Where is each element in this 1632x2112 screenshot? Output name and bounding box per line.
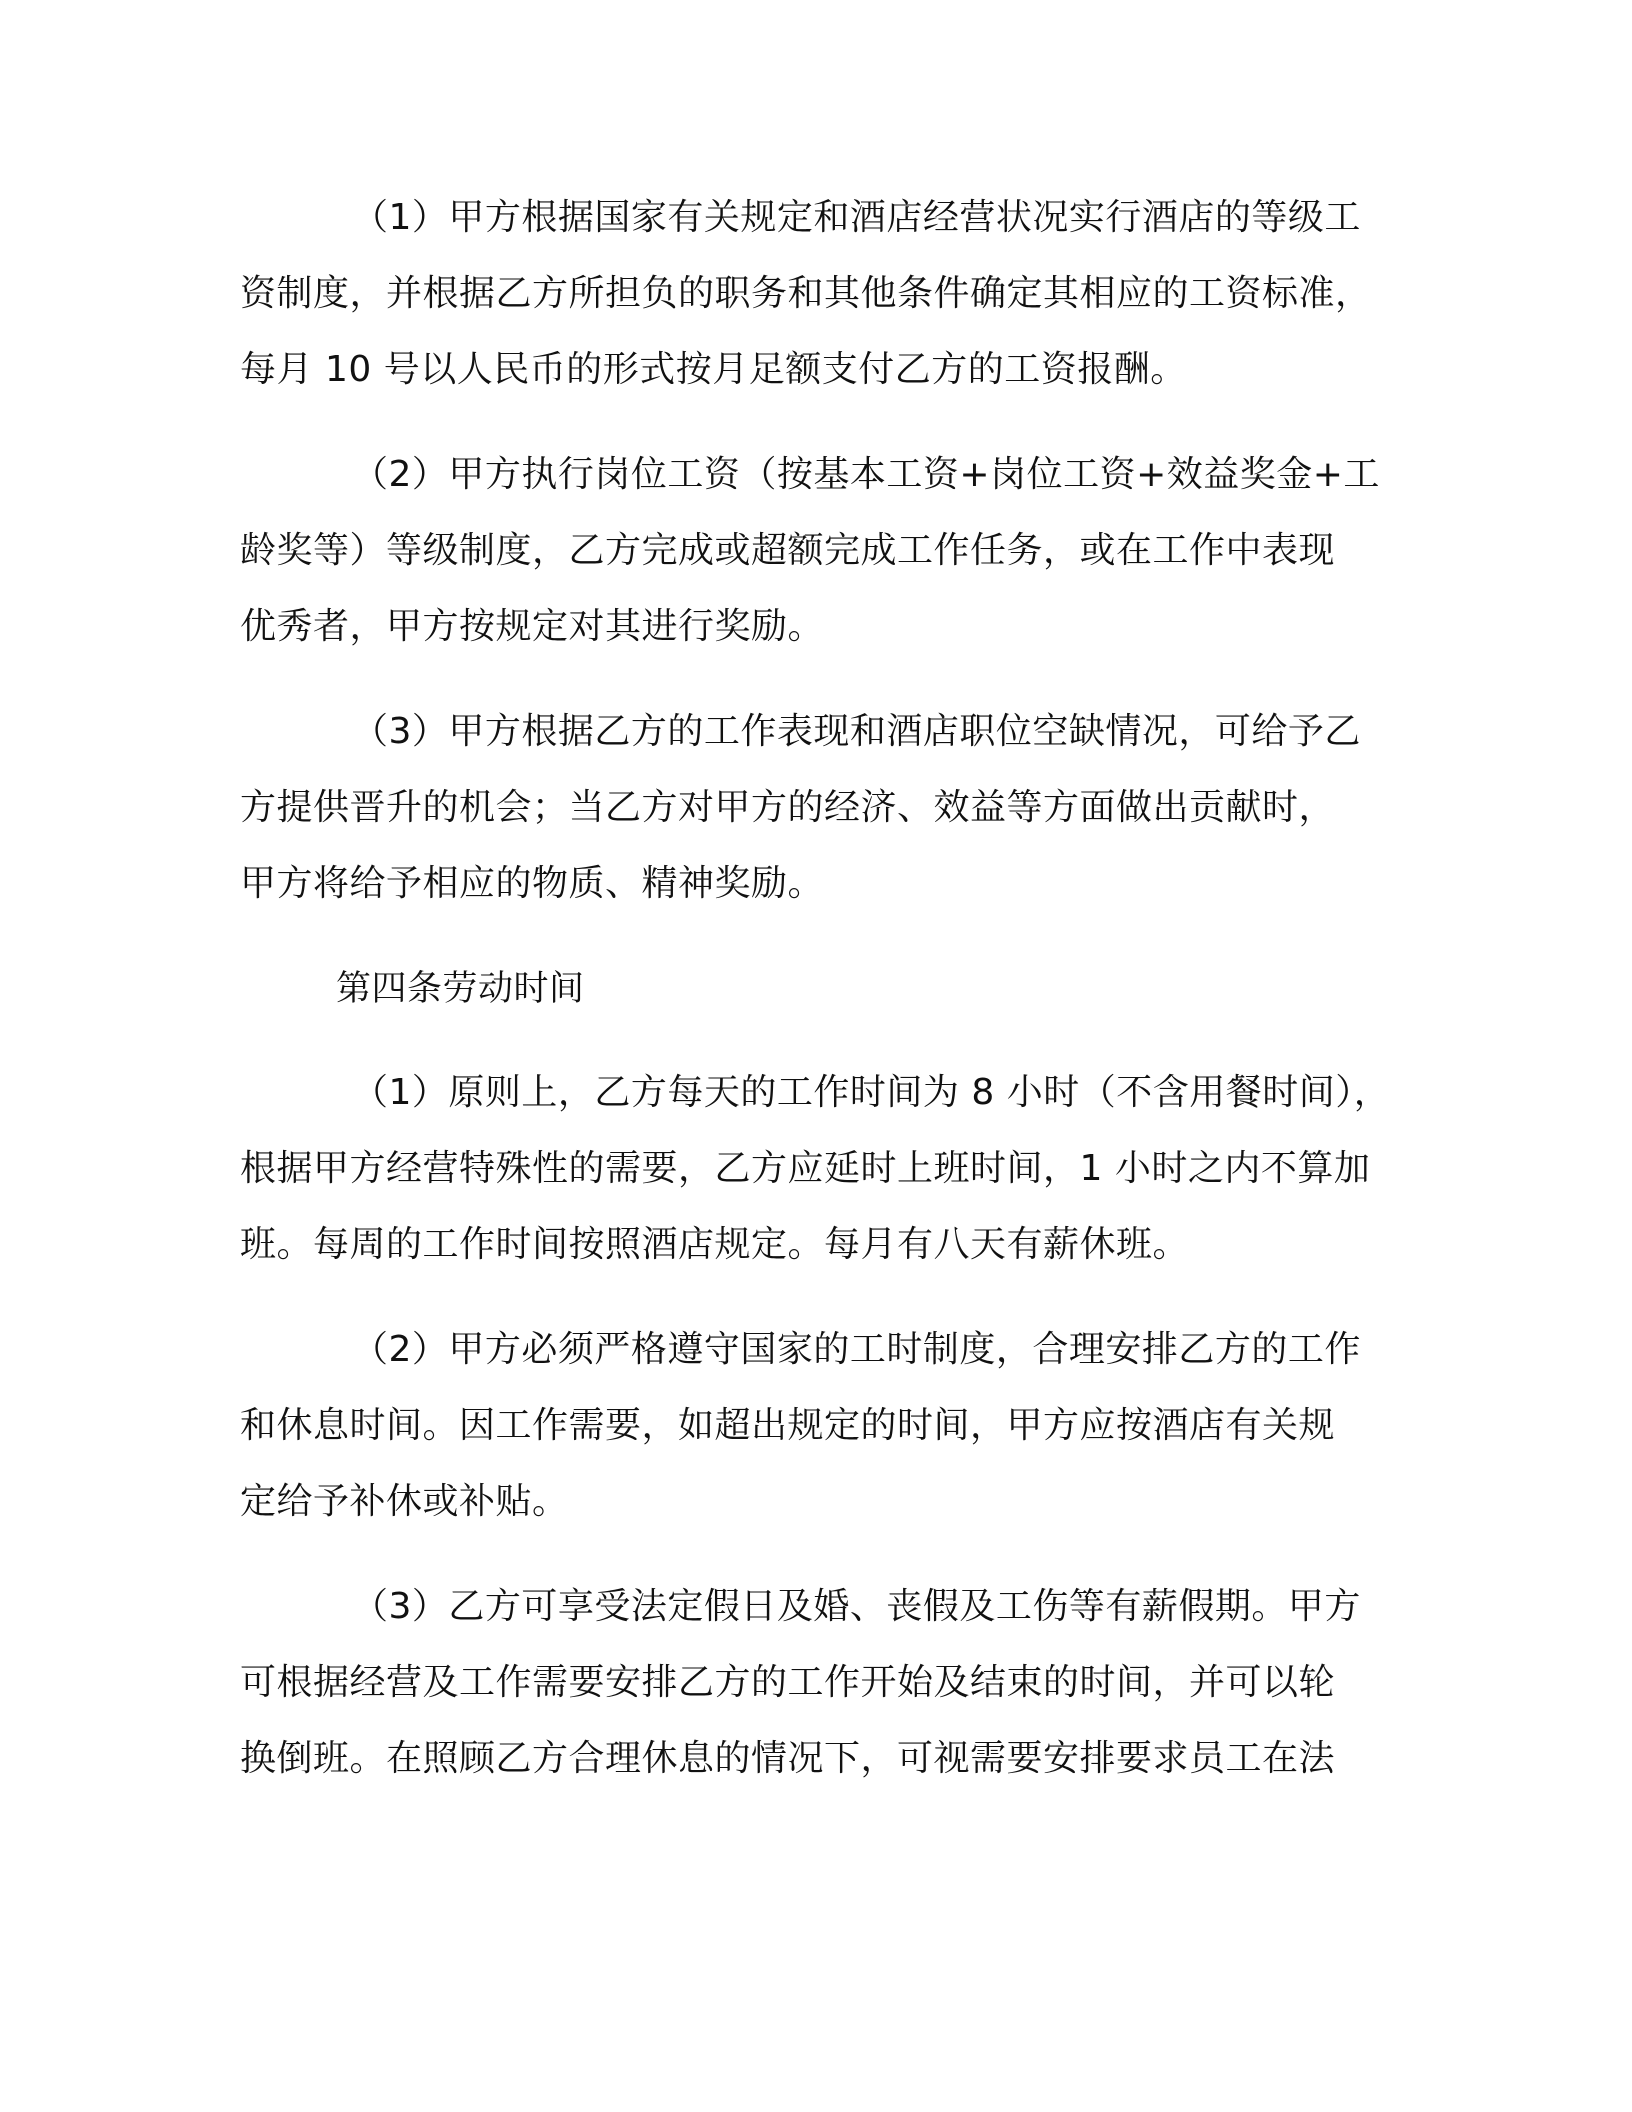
- text-line: （2）甲方必须严格遵守国家的工时制度，合理安排乙方的工作: [352, 1329, 1361, 1370]
- section-heading: 第四条劳动时间: [336, 969, 585, 1009]
- text-line: （1）甲方根据国家有关规定和酒店经营状况实行酒店的等级工: [352, 197, 1361, 238]
- text-line: 资制度，并根据乙方所担负的职务和其他条件确定其相应的工资标准，: [240, 273, 1372, 314]
- text-line: 换倒班。在照顾乙方合理休息的情况下，可视需要安排要求员工在法: [240, 1738, 1336, 1779]
- text-line: 班。每周的工作时间按照酒店规定。每月有八天有薪休班。: [240, 1224, 1190, 1265]
- text-line: （2）甲方执行岗位工资（按基本工资+岗位工资+效益奖金+工: [352, 454, 1380, 495]
- text-line: 可根据经营及工作需要安排乙方的工作开始及结束的时间，并可以轮: [240, 1662, 1336, 1703]
- text-line: 根据甲方经营特殊性的需要，乙方应延时上班时间，1 小时之内不算加: [240, 1148, 1371, 1189]
- text-line: 龄奖等）等级制度，乙方完成或超额完成工作任务，或在工作中表现: [240, 530, 1336, 571]
- text-line: 方提供晋升的机会；当乙方对甲方的经济、效益等方面做出贡献时，: [240, 787, 1336, 828]
- text-line: 每月 10 号以人民币的形式按月足额支付乙方的工资报酬。: [240, 349, 1187, 390]
- text-line: （3）乙方可享受法定假日及婚、丧假及工伤等有薪假期。甲方: [352, 1586, 1361, 1627]
- text-line: （3）甲方根据乙方的工作表现和酒店职位空缺情况，可给予乙: [352, 711, 1361, 752]
- text-line: 定给予补休或补贴。: [240, 1481, 569, 1522]
- text-line: 优秀者，甲方按规定对其进行奖励。: [240, 606, 825, 647]
- text-line: （1）原则上，乙方每天的工作时间为 8 小时（不含用餐时间），: [352, 1072, 1391, 1113]
- text-line: 和休息时间。因工作需要，如超出规定的时间，甲方应按酒店有关规: [240, 1405, 1336, 1446]
- text-line: 甲方将给予相应的物质、精神奖励。: [240, 863, 825, 904]
